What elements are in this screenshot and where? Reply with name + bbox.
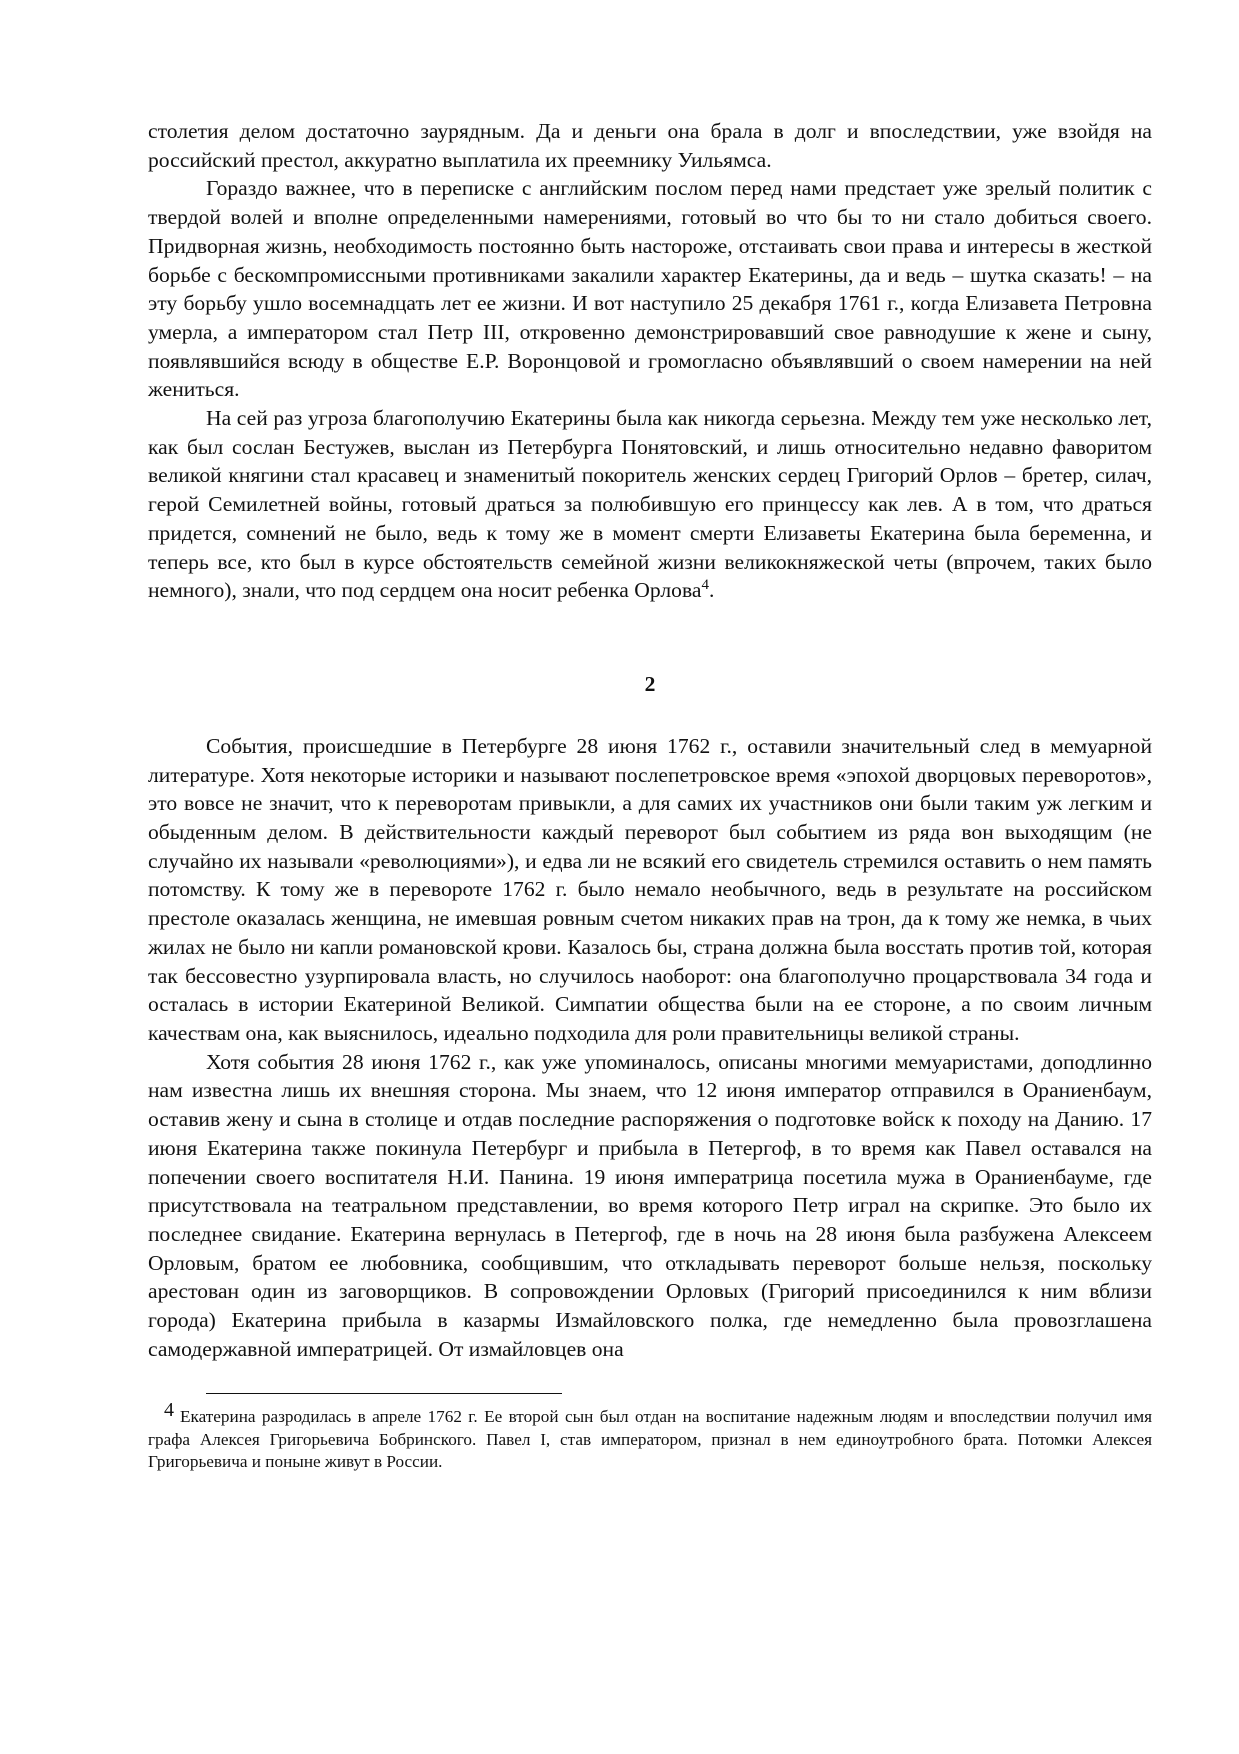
paragraph: Гораздо важнее, что в переписке с английским послом перед нами предстает уже зрелый политик с твердой волей и вполне определенными намерениями, готовый во что бы то ни стало добиться своего. Придворная жизнь, необходимость постоянно быть настороже, отстаивать свои права и интересы в жесткой борьбе с бескомпромиссными противниками закалили характер Екатерины, да и ведь – шутка сказать! – на эту борьбу ушло восемнадцать лет ее жизни. И вот наступило 25 декабря 1761 г., когда Елизавета Петровна умерла, а императором стал Петр III, откровенно демонстрировавший свое равнодушие к жене и сыну, появлявшийся всюду в обществе Е.Р. Воронцовой и громогласно объявлявший о своем намерении на ней жениться. [148, 176, 1152, 402]
paragraph-text: На сей раз угроза благополучию Екатерины была как никогда серьезна. Между тем уже несколько лет, как был сослан Бестужев, выслан из Петербурга Понятовский, и лишь относительно недавно фаворитом великой княгини стал красавец и знаменитый покоритель женских сердец Григорий Орлов – бретер, силач, герой Семилетней войны, готовый драться за полюбившую его принцессу как лев. А в том, что драться придется, сомнений не было, ведь к тому же в момент смерти Елизаветы Екатерина была беременна, и теперь все, кто был в курсе обстоятельств семейной жизни великокняжеской четы (впрочем, таких было немного), знали, что под сердцем она носит ребенка Орлова [148, 406, 1152, 603]
footnote [148, 1398, 1152, 1474]
paragraph-tail: . [708, 578, 715, 603]
footnote-text: Екатерина разродилась в апреле 1762 г. Ее второй сын был отдан на воспитание надежным людям и впоследствии получил имя графа Алексея Григорьевича Бобринского. Павел I, став императором, признал в нем единоутробного брата. Потомки Алексея Григорьевича и поныне живут в России. [148, 1407, 1152, 1472]
page-content [148, 117, 1152, 1474]
paragraph: События, происшедшие в Петербурге 28 июня 1762 г., оставили значительный след в мемуарной литературе. Хотя некоторые историки и называют послепетровское время «эпохой дворцовых переворотов», это вовсе не значит, что к переворотам привыкли, а для самих их участников они были таким уж легким и обыденным делом. В действительности каждый переворот был событием из ряда вон выходящим (не случайно их называли «революциями»), и едва ли не всякий его свидетель стремился оставить о нем память потомству. К тому же в перевороте 1762 г. было немало необычного, ведь в результате на российском престоле оказалась женщина, не имевшая ровным счетом никаких прав на трон, да к тому же немка, в чьих жилах не было ни капли романовской крови. Казалось бы, страна должна была восстать против той, которая так бессовестно узурпировала власть, но случилось наоборот: она благополучно процарствовала 34 года и осталась в истории Екатериной Великой. Симпатии общества были на ее стороне, а по своим личным качествам она, как выяснилось, идеально подходила для роли правительницы великой страны. [148, 733, 1152, 1045]
section-number: 2 [644, 671, 656, 696]
paragraph: Хотя события 28 июня 1762 г., как уже упоминалось, описаны многими мемуаристами, доподлинно нам известна лишь их внешняя сторона. Мы знаем, что 12 июня император отправился в Ораниенбаум, оставив жену и сына в столице и отдав последние распоряжения о подготовке войск к походу на Данию. 17 июня Екатерина также покинула Петербург и прибыла в Петергоф, в то время как Павел оставался на попечении своего воспитателя Н.И. Панина. 19 июня императрица посетила мужа в Ораниенбауме, где присутствовала на театральном представлении, во время которого Петр играл на скрипке. Это было их последнее свидание. Екатерина вернулась в Петергоф, где в ночь на 28 июня была разбужена Алексеем Орловым, братом ее любовника, сообщившим, что откладывать переворот больше нельзя, поскольку арестован один из заговорщиков. В сопровождении Орловых (Григорий присоединился к ним вблизи города) Екатерина прибыла в казармы Измайловского полка, где немедленно была провозглашена самодержавной императрицей. От измайловцев она [148, 1049, 1152, 1361]
footnote-separator [206, 1393, 562, 1394]
paragraph: столетия делом достаточно заурядным. Да и деньги она брала в долг и впоследствии, уже взойдя на российский престол, аккуратно выплатила их преемнику Уильямса. [148, 119, 1152, 172]
footnote-reference[interactable]: 4 [701, 577, 709, 594]
footnote-mark: 4 [164, 1398, 174, 1421]
paragraph [148, 404, 1152, 605]
